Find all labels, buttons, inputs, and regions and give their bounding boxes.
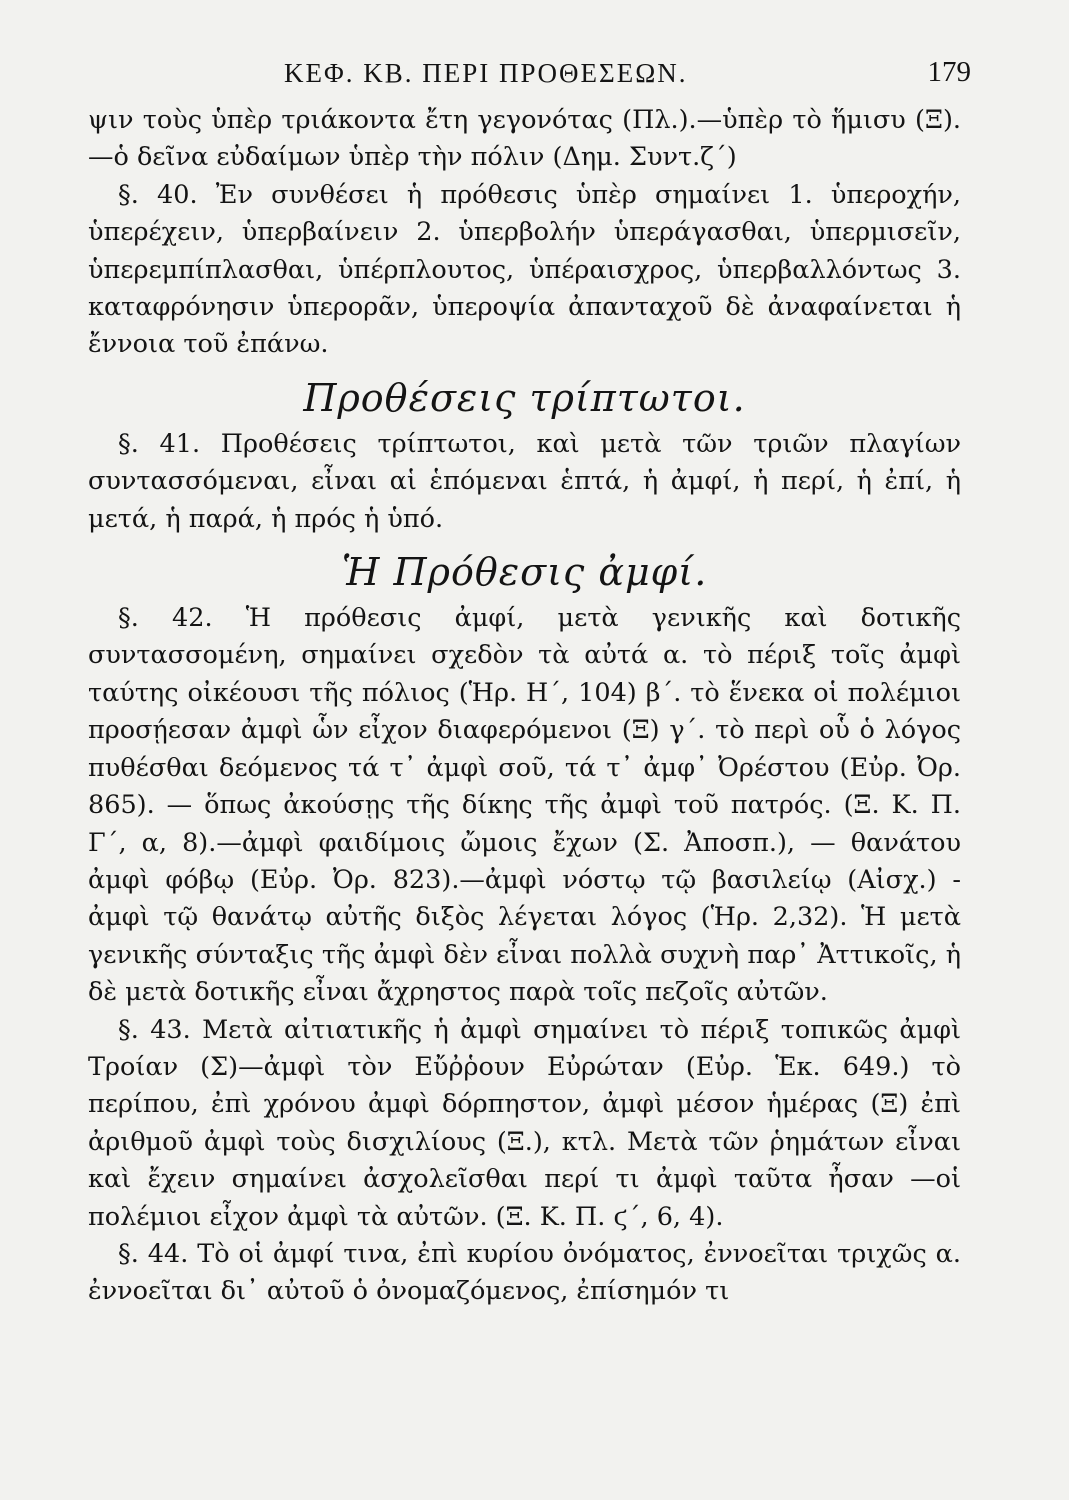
section-heading-triptotoi: Προθέσεις τρίπτωτοι. [303,375,746,420]
paragraph-section-40: §. 40. Ἐν συνθέσει ἡ πρόθεσις ὑπὲρ σημαίνει 1. ὑπεροχήν, ὑπερέχειν, ὑπερβαίνειν 2. ὑπερβολήν ὑπεράγασθαι, ὑπερμισεῖν, ὑπερεμπίπλασθαι, ὑπέρπλουτος, ὑπέραισχρος, ὑπερβαλλόντως 3. καταφρόνησιν ὑπερορᾶν, ὑπεροψία ἀπανταχοῦ δὲ ἀναφαίνεται ἡ ἔννοια τοῦ ἐπάνω. [88,179,961,360]
section-heading-amphi: Ἡ Πρόθεσις ἀμφί. [341,550,708,595]
page-header [88,52,971,102]
body-text [88,102,961,1311]
running-head: ΚΕΦ. ΚΒ. ΠΕΡΙ ΠΡΟΘΕΣΕΩΝ. [284,58,688,88]
paragraph-continuation: ψιν τοὺς ὑπὲρ τριάκοντα ἔτη γεγονότας (Πλ.).—ὑπὲρ τὸ ἥμισυ (Ξ).—ὁ δεῖνα εὐδαίμων ὑπὲρ τὴν πόλιν (Δημ. Συντ.ζ΄) [88,105,961,173]
page-number: 179 [927,56,971,88]
paragraph-section-42: §. 42. Ἡ πρόθεσις ἀμφί, μετὰ γενικῆς καὶ δοτικῆς συντασσομένη, σημαίνει σχεδὸν τὰ αὐτά α. τὸ πέριξ τοῖς ἀμφὶ ταύτης οἰκέουσι τῆς πόλιος (Ἡρ. Η΄, 104) β΄. τὸ ἕνεκα οἱ πολέμιοι προσῄεσαν ἀμφὶ ὧν εἶχον διαφερόμενοι (Ξ) γ΄. τὸ περὶ οὗ ὁ λόγος πυθέσθαι δεόμενος τά τ᾿ ἀμφὶ σοῦ, τά τ᾿ ἀμφ᾿ Ὀρέστου (Εὐρ. Ὀρ. 865). — ὅπως ἀκούσῃς τῆς δίκης τῆς ἀμφὶ τοῦ πατρός. (Ξ. Κ. Π. Γ΄, α, 8).—ἀμφὶ φαιδίμοις ὤμοις ἔχων (Σ. Ἀποσπ.), — θανάτου ἀμφὶ φόβῳ (Εὐρ. Ὀρ. 823).—ἀμφὶ νόστῳ τῷ βασιλείῳ (Αἰσχ.) - ἀμφὶ τῷ θανάτῳ αὐτῆς διξὸς λέγεται λόγος (Ἡρ. 2,32). Ἡ μετὰ γενικῆς σύνταξις τῆς ἀμφὶ δὲν εἶναι πολλὰ συχνὴ παρ᾿ Ἀττικοῖς, ἡ δὲ μετὰ δοτικῆς εἶναι ἄχρηστος παρὰ τοῖς πεζοῖς αὐτῶν. [88,603,961,1008]
paragraph-section-44: §. 44. Τὸ οἱ ἀμφί τινα, ἐπὶ κυρίου ὀνόματος, ἐννοεῖται τριχῶς α. ἐννοεῖται δι᾿ αὐτοῦ ὁ ὀνομαζόμενος, ἐπίσημόν τι [88,1238,961,1307]
paragraph-section-41: §. 41. Προθέσεις τρίπτωτοι, καὶ μετὰ τῶν τριῶν πλαγίων συντασσόμεναι, εἶναι αἱ ἑπόμεναι ἑπτά, ἡ ἀμφί, ἡ περί, ἡ ἐπί, ἡ μετά, ἡ παρά, ἡ πρός ἡ ὑπό. [88,428,961,534]
paragraph-section-43: §. 43. Μετὰ αἰτιατικῆς ἡ ἀμφὶ σημαίνει τὸ πέριξ τοπικῶς ἀμφὶ Τροίαν (Σ)—ἀμφὶ τὸν Εὔῤῥουν Εὐρώταν (Εὐρ. Ἑκ. 649.) τὸ περίπου, ἐπὶ χρόνου ἀμφὶ δόρπηστον, ἀμφὶ μέσον ἡμέρας (Ξ) ἐπὶ ἀριθμοῦ ἀμφὶ τοὺς δισχιλίους (Ξ.), κτλ. Μετὰ τῶν ῥημάτων εἶναι καὶ ἔχειν σημαίνει ἀσχολεῖσθαι περί τι ἀμφὶ ταῦτα ἦσαν —οἱ πολέμιοι εἶχον ἀμφὶ τὰ αὐτῶν. (Ξ. Κ. Π. ϛ΄, 6, 4). [88,1014,961,1232]
